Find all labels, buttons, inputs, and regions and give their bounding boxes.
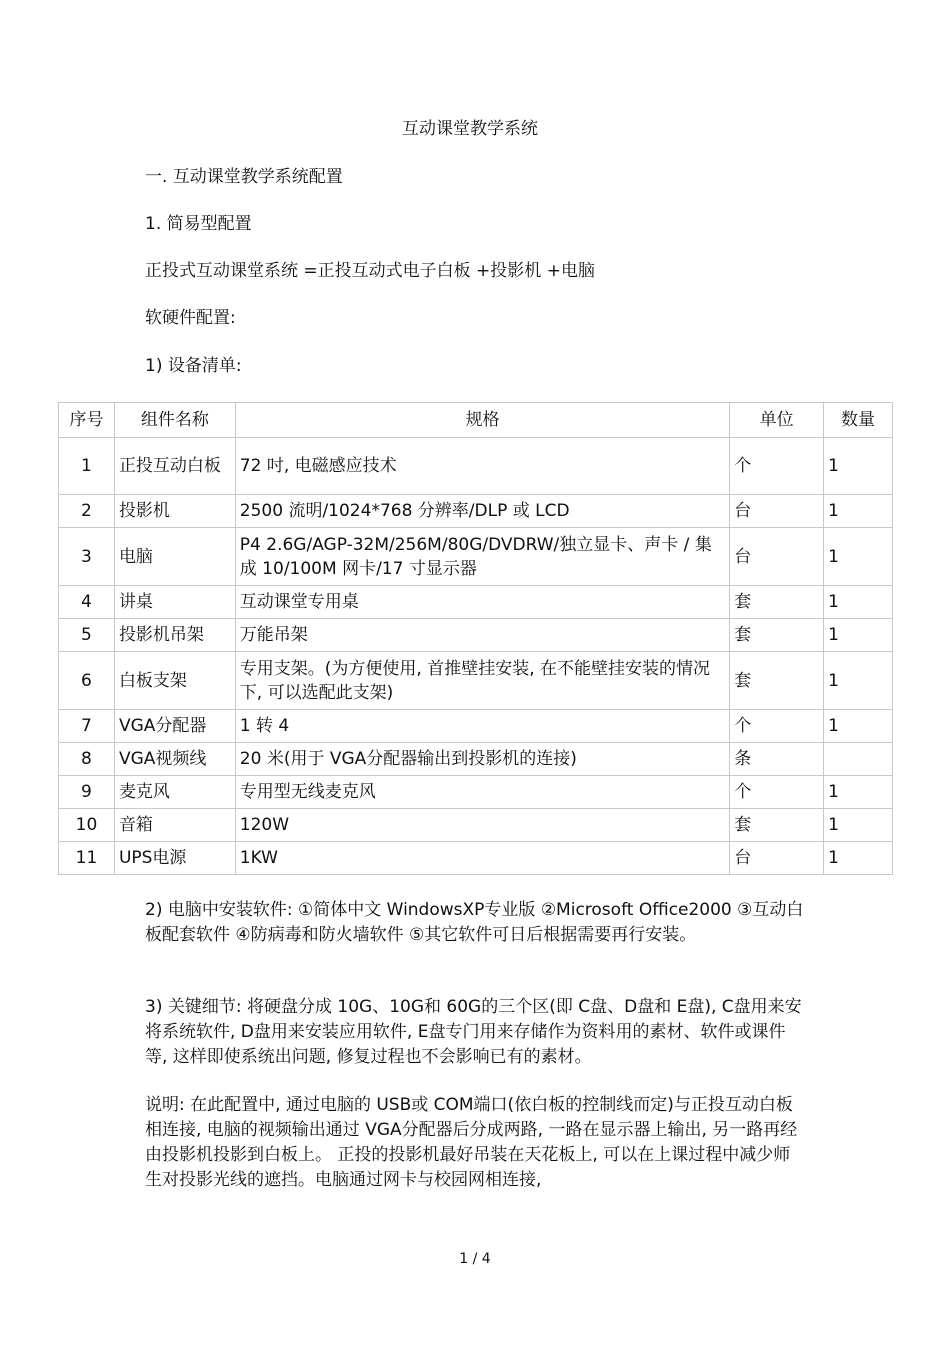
row-no: 6 [59, 652, 115, 710]
row-no: 4 [59, 586, 115, 619]
row-no: 1 [59, 438, 115, 495]
row-no: 3 [59, 528, 115, 586]
row-name: VGA分配器 [114, 710, 235, 743]
row-unit: 个 [730, 776, 824, 809]
row-name: 投影机吊架 [114, 619, 235, 652]
row-spec: 专用支架。(为方便使用, 首推壁挂安装, 在不能壁挂安装的情况下, 可以选配此支架) [235, 652, 729, 710]
row-name: 电脑 [114, 528, 235, 586]
row-qty: 1 [824, 619, 893, 652]
row-no: 11 [59, 842, 115, 875]
row-spec: 20 米(用于 VGA分配器输出到投影机的连接) [235, 743, 729, 776]
row-spec: 1 转 4 [235, 710, 729, 743]
row-unit: 套 [730, 586, 824, 619]
table-row [59, 776, 893, 809]
row-qty: 1 [824, 710, 893, 743]
row-unit: 套 [730, 619, 824, 652]
table-header-row [59, 403, 893, 438]
row-spec: 专用型无线麦克风 [235, 776, 729, 809]
row-spec: 万能吊架 [235, 619, 729, 652]
row-qty [824, 743, 893, 776]
row-unit: 个 [730, 438, 824, 495]
row-name: VGA视频线 [114, 743, 235, 776]
row-qty: 1 [824, 528, 893, 586]
table-row [59, 586, 893, 619]
table-row [59, 495, 893, 528]
row-no: 7 [59, 710, 115, 743]
config-label: 软硬件配置: [145, 308, 236, 328]
row-name: 讲桌 [114, 586, 235, 619]
row-name: 麦克风 [114, 776, 235, 809]
page-number: 1 / 4 [459, 1251, 491, 1267]
row-qty: 1 [824, 438, 893, 495]
row-qty: 1 [824, 652, 893, 710]
row-unit: 台 [730, 842, 824, 875]
table-row [59, 619, 893, 652]
row-name: 音箱 [114, 809, 235, 842]
row-spec: 72 吋, 电磁感应技术 [235, 438, 729, 495]
header-qty: 数量 [824, 403, 893, 438]
header-no: 序号 [59, 403, 115, 438]
row-spec: 120W [235, 809, 729, 842]
row-no: 5 [59, 619, 115, 652]
row-name: 投影机 [114, 495, 235, 528]
row-unit: 台 [730, 495, 824, 528]
row-name: 白板支架 [114, 652, 235, 710]
row-qty: 1 [824, 809, 893, 842]
table-row [59, 652, 893, 710]
row-qty: 1 [824, 842, 893, 875]
row-no: 9 [59, 776, 115, 809]
row-unit: 套 [730, 809, 824, 842]
row-unit: 台 [730, 528, 824, 586]
table-row [59, 710, 893, 743]
row-name: 正投互动白板 [114, 438, 235, 495]
row-unit: 个 [730, 710, 824, 743]
row-spec: 互动课堂专用桌 [235, 586, 729, 619]
system-formula: 正投式互动课堂系统 =正投互动式电子白板 +投影机 +电脑 [145, 261, 595, 281]
equipment-list-label: 1) 设备清单: [145, 356, 242, 376]
keypoints-paragraph: 3) 关键细节: 将硬盘分成 10G、10G和 60G的三个区(即 C盘、D盘和 E盘), C盘用来安将系统软件, D盘用来安装应用软件, E盘专门用来存储作为资料用的素材、软件或课件等, 这样即使系统出问题, 修复过程也不会影响已有的素材。 [145, 997, 802, 1067]
row-spec: P4 2.6G/AGP-32M/256M/80G/DVDRW/独立显卡、声卡 / 集成 10/100M 网卡/17 寸显示器 [235, 528, 729, 586]
page-title: 互动课堂教学系统 [402, 119, 538, 139]
table-row [59, 842, 893, 875]
table-row [59, 809, 893, 842]
row-qty: 1 [824, 495, 893, 528]
subsection-heading: 1. 简易型配置 [145, 214, 252, 234]
row-name: UPS电源 [114, 842, 235, 875]
note-paragraph: 说明: 在此配置中, 通过电脑的 USB或 COM端口(依白板的控制线而定)与正投互动白板相连接, 电脑的视频输出通过 VGA分配器后分成两路, 一路在显示器上输出, 另一路再经由投影机投影到白板上。 正投的投影机最好吊装在天花板上, 可以在上课过程中减少师生对投影光线的遮挡。电脑通过网卡与校园网相连接, [145, 1095, 798, 1190]
row-no: 10 [59, 809, 115, 842]
software-paragraph: 2) 电脑中安装软件: ①简体中文 WindowsXP专业版 ②Microsoft Office2000 ③互动白板配套软件 ④防病毒和防火墙软件 ⑤其它软件可日后根据需要再行安装。 [145, 900, 804, 945]
table-row [59, 528, 893, 586]
row-no: 2 [59, 495, 115, 528]
row-unit: 套 [730, 652, 824, 710]
row-spec: 2500 流明/1024*768 分辨率/DLP 或 LCD [235, 495, 729, 528]
row-qty: 1 [824, 776, 893, 809]
section-heading: 一. 互动课堂教学系统配置 [145, 167, 343, 187]
header-unit: 单位 [730, 403, 824, 438]
equipment-table [58, 402, 893, 875]
table-row [59, 438, 893, 495]
header-name: 组件名称 [114, 403, 235, 438]
row-spec: 1KW [235, 842, 729, 875]
table-row [59, 743, 893, 776]
row-no: 8 [59, 743, 115, 776]
row-qty: 1 [824, 586, 893, 619]
row-unit: 条 [730, 743, 824, 776]
header-spec: 规格 [235, 403, 729, 438]
